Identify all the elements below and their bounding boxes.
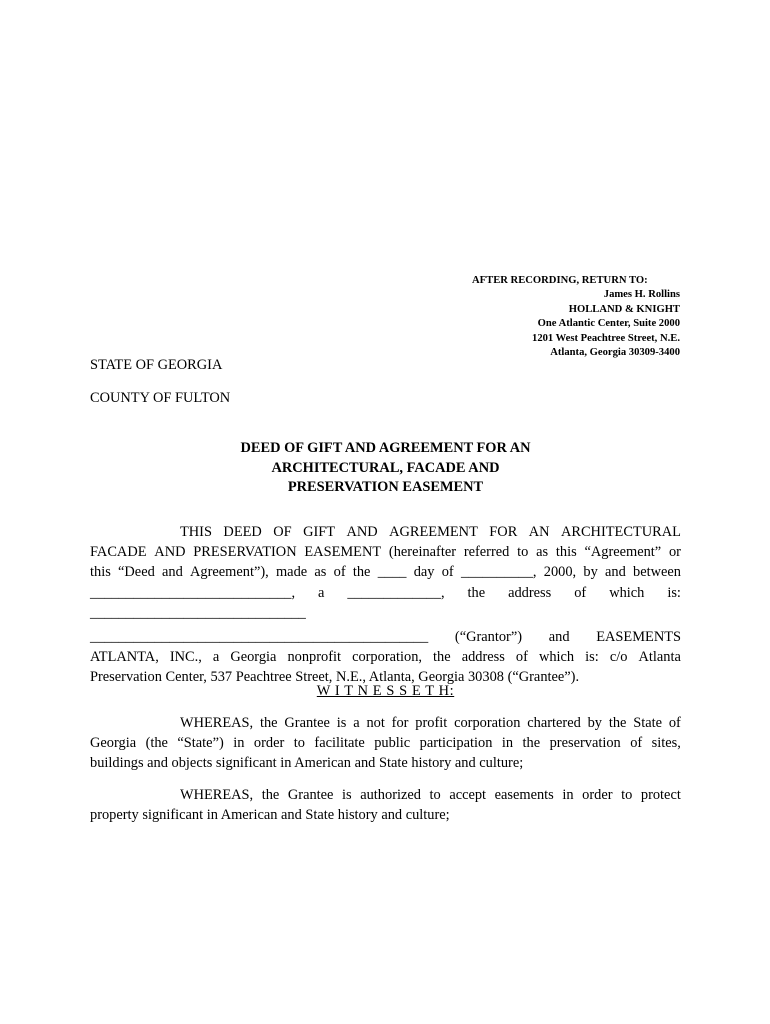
word: EASEMENT (304, 544, 382, 561)
word: ____________________________, (90, 584, 296, 601)
word: by (583, 564, 598, 581)
word: of (441, 564, 454, 581)
word: made (275, 564, 308, 581)
return-heading: AFTER RECORDING, RETURN TO: (472, 275, 648, 286)
word: of (574, 584, 587, 601)
justified-line (90, 785, 681, 805)
word: address (461, 649, 505, 666)
word: the (467, 584, 486, 601)
state-heading: STATE OF GEORGIA (90, 357, 223, 373)
word: GIFT (303, 524, 336, 540)
word: and (548, 629, 570, 646)
word: FACADE (90, 544, 147, 561)
word: order (582, 787, 613, 803)
word: DEED (223, 524, 262, 540)
word: State (633, 715, 663, 731)
word: facilitate (314, 735, 365, 752)
word: easements (494, 787, 554, 803)
justified-line (90, 562, 681, 582)
word: WHEREAS, (180, 787, 254, 803)
word: of (668, 715, 681, 731)
text-line: property significant in American and State history and culture; (90, 807, 450, 824)
word: the (352, 564, 371, 581)
justified-line (90, 713, 681, 733)
word: (the (145, 735, 168, 752)
word: Georgia (230, 649, 277, 666)
word: “Deed (118, 564, 155, 581)
whereas-paragraph-1 (90, 713, 681, 774)
word: “Agreement” (584, 544, 662, 561)
word: for (391, 715, 409, 731)
return-line: HOLLAND & KNIGHT (568, 303, 680, 315)
word: which (538, 649, 575, 666)
return-line: One Atlantic Center, Suite 2000 (537, 318, 680, 330)
word: as (314, 564, 327, 581)
word: chartered (527, 715, 581, 731)
word: day (413, 564, 435, 581)
justified-line (90, 583, 681, 603)
word: and (605, 564, 626, 581)
word: is: (667, 584, 681, 601)
word: FOR (489, 524, 518, 540)
word: OF (273, 524, 292, 540)
word: authorized (360, 787, 421, 803)
word: to (621, 787, 633, 803)
word: to (517, 544, 529, 561)
word: in (501, 735, 514, 752)
word: this (90, 564, 111, 581)
word: _______________________________________________ (90, 629, 429, 646)
word: accept (449, 787, 487, 803)
word: AGREEMENT (389, 524, 478, 540)
word: the (433, 649, 451, 666)
word: between (633, 564, 681, 581)
word: in (233, 735, 245, 752)
word: the (608, 715, 627, 731)
word: INC., (169, 649, 202, 666)
word: AN (528, 524, 550, 540)
word: which (609, 584, 645, 601)
word: to (293, 735, 305, 752)
word: c/o (609, 649, 628, 666)
word: preservation (549, 735, 621, 752)
whereas-paragraph-2 (90, 785, 681, 825)
word: as (536, 544, 549, 561)
word: to (429, 787, 441, 803)
word: a (318, 584, 325, 601)
word: AND (154, 544, 186, 561)
word: corporation, (352, 649, 422, 666)
word: _____________, (347, 584, 445, 601)
text-line: Preservation Center, 537 Peachtree Street, N.E., Atlanta, Georgia 30308 (“Grantee”). (90, 669, 580, 686)
word: in (562, 787, 574, 803)
intro-paragraph (90, 522, 681, 688)
word: a (212, 649, 220, 666)
justified-line (90, 647, 681, 667)
return-line: 1201 West Peachtree Street, N.E. (532, 332, 680, 344)
word: the (522, 735, 541, 752)
document-title (90, 439, 681, 498)
word: participation (419, 735, 493, 752)
return-address-block (380, 274, 680, 360)
word: sites, (651, 735, 681, 752)
word: of (630, 735, 643, 752)
word: order (253, 735, 285, 752)
word: not (366, 715, 385, 731)
word: EASEMENTS (596, 629, 681, 646)
word: a (353, 715, 360, 731)
word: “State”) (177, 735, 224, 752)
word: this (555, 544, 577, 561)
return-line: Atlanta, Georgia 30309-3400 (550, 347, 680, 359)
word: THIS (180, 524, 212, 540)
word: protect (640, 787, 681, 803)
word: is (342, 787, 352, 803)
return-line: James H. Rollins (603, 289, 680, 301)
justified-line (90, 733, 681, 753)
title-line: DEED OF GIFT AND AGREEMENT FOR AN (240, 440, 531, 456)
county-heading: COUNTY OF FULTON (90, 390, 231, 406)
word: and (162, 564, 183, 581)
title-line: PRESERVATION EASEMENT (287, 479, 484, 495)
text-line: ______________________________ (90, 604, 306, 621)
word: by (587, 715, 602, 731)
word: Agreement”), (190, 564, 269, 581)
word: referred (463, 544, 510, 561)
word: (hereinafter (388, 544, 457, 561)
witnesseth-heading: W I T N E S S E T H: (316, 683, 455, 699)
word: __________, (460, 564, 537, 581)
word: Grantee (287, 787, 334, 803)
word: (“Grantor”) (454, 629, 523, 646)
word: ARCHITECTURAL (560, 524, 681, 540)
word: Georgia (90, 735, 137, 752)
word: nonprofit (287, 649, 342, 666)
word: ____ (377, 564, 407, 581)
word: is (336, 715, 347, 731)
text-line: buildings and objects significant in American and State history and culture; (90, 755, 524, 772)
word: Atlanta (638, 649, 681, 666)
word: is: (585, 649, 599, 666)
word: 2000, (543, 564, 577, 581)
word: of (515, 649, 528, 666)
justified-line (90, 522, 681, 542)
word: PRESERVATION (193, 544, 297, 561)
word: AND (346, 524, 378, 540)
word: or (668, 544, 681, 561)
word: WHEREAS, (180, 715, 254, 731)
title-line: ARCHITECTURAL, FACADE AND (271, 459, 500, 476)
word: of (333, 564, 346, 581)
word: address (508, 584, 552, 601)
word: corporation (454, 715, 521, 731)
justified-line (90, 542, 681, 562)
word: the (259, 715, 278, 731)
word: public (374, 735, 411, 752)
justified-line (90, 627, 681, 647)
word: ATLANTA, (90, 649, 159, 666)
word: Grantee (284, 715, 330, 731)
word: the (261, 787, 280, 803)
word: profit (415, 715, 448, 731)
